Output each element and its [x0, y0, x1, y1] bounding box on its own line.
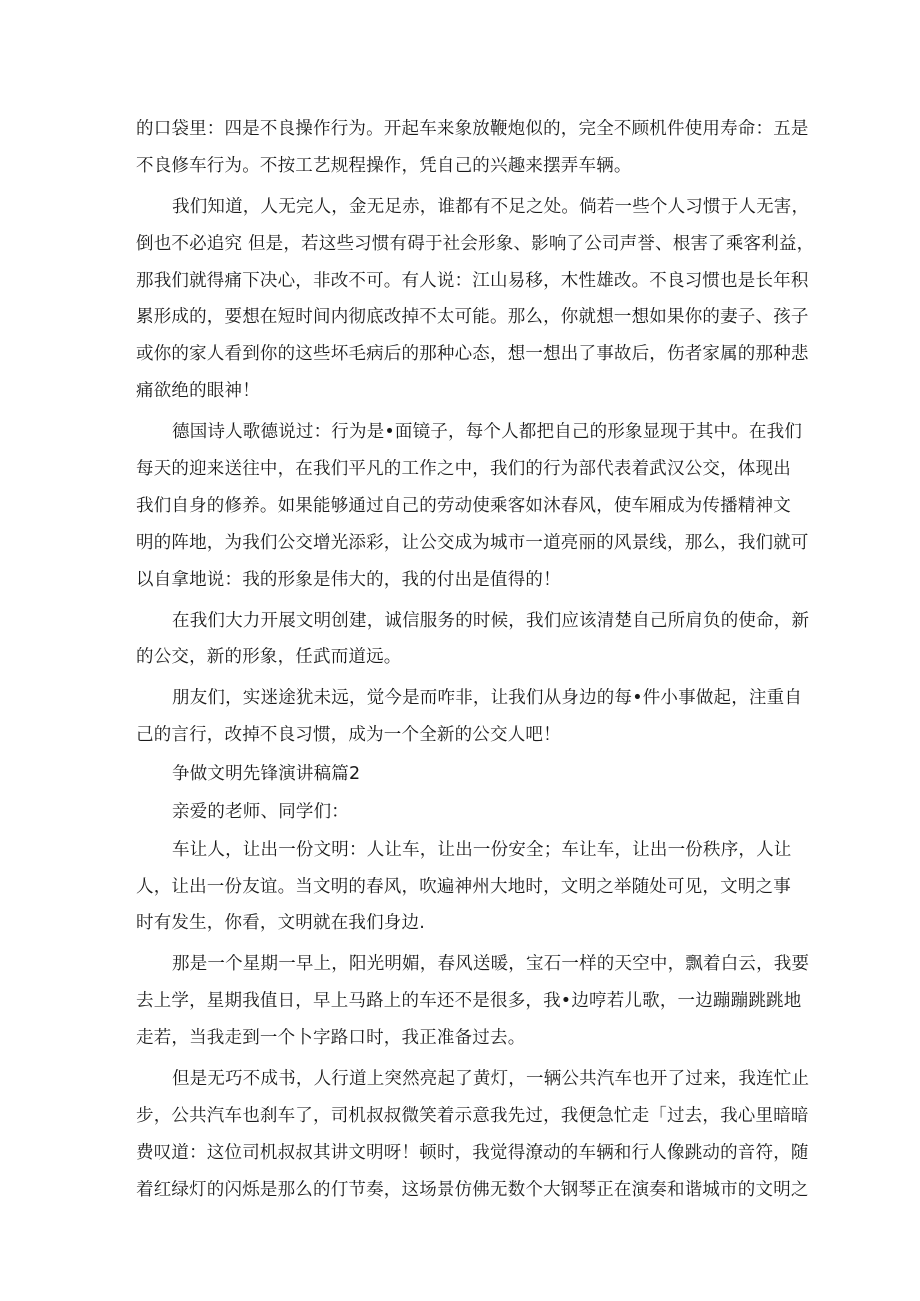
- text-line: 德国诗人歌德说过：行为是•面镜子，每个人都把自己的形象显现于其中。在我们: [172, 422, 803, 442]
- text-line: 但是无巧不成书，人行道上突然亮起了黄灯，一辆公共汽车也开了过来，我连忙止: [172, 1069, 810, 1089]
- text-line: 车让人，让出一份文明：人让车，让出一份安全；车让车，让出一份秩序，人让: [172, 840, 792, 860]
- text-line: 在我们大力开展文明创建，诚信服务的时候，我们应该清楚自己所肩负的使命，新: [172, 611, 810, 631]
- text-line: 倒也不必追究 但是，若这些习惯有碍于社会形象、影响了公司声誉、根害了乘客利益，: [136, 234, 815, 254]
- text-line: 费叹道：这位司机叔叔其讲文明呀！顿时，我觉得潦动的车辆和行人像跳动的音符，随: [136, 1143, 809, 1163]
- text-line: 步，公共汽车也刹车了，司机叔叔微笑着示意我先过，我便急忙走「过去，我心里暗暗: [136, 1106, 809, 1126]
- text-line: 以自拿地说：我的形象是伟大的，我的付出是值得的！: [136, 570, 561, 590]
- text-line: 的公交，新的形象，任武而道远。: [136, 647, 402, 667]
- text-line: 着红绿灯的闪烁是那么的仃节奏，这场景仿佛无数个大钢琴正在演奏和谐城市的文明之: [136, 1180, 809, 1200]
- text-line: 我们自身的修养。如果能够通过自己的劳动使乘客如沐春风，使车厢成为传播精神文: [136, 496, 791, 516]
- text-line: 去上学，星期我值日，早上马路上的车还不是很多，我•边哼若儿歌，一边蹦蹦跳跳地: [136, 991, 802, 1011]
- text-line: 时有发生，你看，文明就在我们身边.: [136, 913, 425, 933]
- text-line: 或你的家人看到你的这些坏毛病后的那种心态，想一想出了事故后，伤者家属的那种悲: [136, 344, 809, 364]
- text-line: 明的阵地，为我们公交增光添彩，让公交成为城市一道亮丽的风景线，那么，我们就可: [136, 533, 809, 553]
- text-line: 我们知道，人无完人，金无足赤，谁都有不足之处。倘若一些个人习惯于人无害，: [172, 197, 810, 217]
- section-heading: 争做文明先锋演讲稿篇2: [172, 764, 361, 784]
- text-line: 不良修车行为。不按工艺规程操作，凭自己的兴趣来摆弄车辆。: [136, 156, 632, 176]
- text-line: 的口袋里：四是不良操作行为。开起车来象放鞭炮似的，完全不顾机件使用寿命：五是: [136, 119, 809, 139]
- text-line: 人，让出一份友谊。当文明的春风，吹遍神州大地时，文明之举随处可见，文明之事: [136, 877, 791, 897]
- text-line: 累形成的，要想在短时间内彻底改掉不太可能。那么，你就想一想如果你的妻子、孩子: [136, 307, 809, 327]
- text-line: 朋友们，实迷途犹未远，觉今是而咋非，让我们从身边的每•件小事做起，注重自: [172, 688, 803, 708]
- text-line: 那是一个星期一早上，阳光明媚，春风送暖，宝石一样的天空中，飘着白云，我要: [172, 954, 810, 974]
- text-line: 痛欲绝的眼神！: [136, 381, 260, 401]
- salutation: 亲爱的老师、同学们：: [172, 802, 349, 822]
- text-line: 每天的迎来送往中，在我们平凡的工作之中，我们的行为部代表着武汉公交，体现出: [136, 459, 791, 479]
- text-line: 那我们就得痛下决心，非改不可。有人说：江山易移，木性雄改。不良习惯也是长年积: [136, 271, 809, 291]
- text-line: 走若，当我走到一个卜字路口时，我正准备过去。: [136, 1028, 526, 1048]
- text-line: 己的言行，改掉不良习惯，成为一个全新的公交人吧！: [136, 725, 561, 745]
